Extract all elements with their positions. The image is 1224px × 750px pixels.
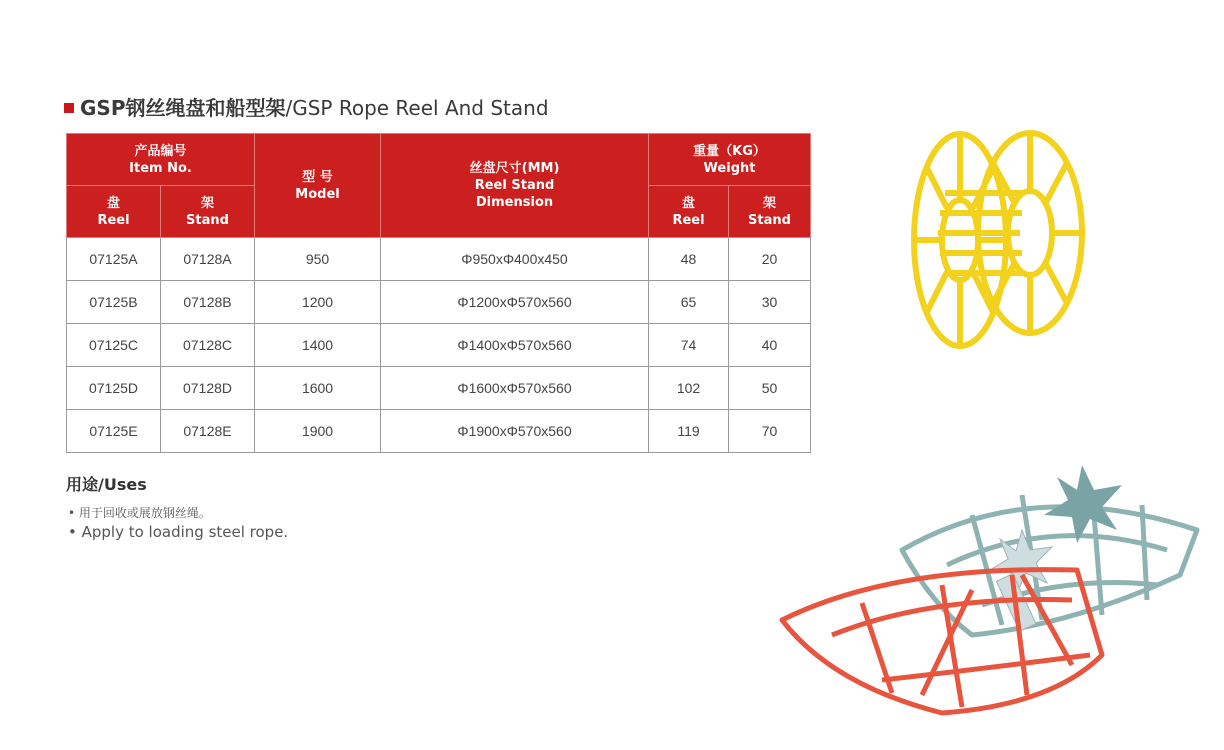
weight-reel-cell: 48 [649, 238, 729, 281]
stand-cn: 架 [201, 195, 215, 211]
rope-reel-image [900, 118, 1100, 368]
red-square-icon [64, 103, 74, 113]
table-row [67, 324, 811, 367]
dimension-header [381, 134, 649, 238]
reel-cell: 07125B [67, 281, 161, 324]
model-cell: 1200 [255, 281, 381, 324]
weight-reel-cell: 65 [649, 281, 729, 324]
weight-cn: 重量（KG） [693, 143, 766, 159]
title-cn: GSP钢丝绳盘和船型架 [80, 96, 286, 120]
weight-reel-cell: 74 [649, 324, 729, 367]
reel-cell: 07125E [67, 410, 161, 453]
dimension-cell: Φ1900xΦ570x560 [381, 410, 649, 453]
item-no-header [67, 134, 255, 186]
table-row [67, 410, 811, 453]
reel-cn: 盘 [106, 195, 120, 211]
use-line-cn: • 用于回收或展放钢丝绳。 [68, 506, 211, 520]
reel-cell: 07125C [67, 324, 161, 367]
reel-en: Reel [97, 212, 130, 228]
stand-cell: 07128D [161, 367, 255, 410]
item-no-cn: 产品编号 [134, 143, 187, 159]
weight-stand-en: Stand [748, 212, 791, 228]
uses-title: 用途/Uses [66, 475, 147, 494]
page-title [64, 92, 549, 121]
model-cn: 型 号 [302, 169, 333, 185]
stand-header [161, 186, 255, 238]
boat-stand-image [772, 455, 1212, 725]
stand-cell: 07128A [161, 238, 255, 281]
dimension-cn: 丝盘尺寸(MM) [469, 161, 560, 176]
reel-cell: 07125D [67, 367, 161, 410]
weight-reel-header [649, 186, 729, 238]
dimension-cell: Φ1600xΦ570x560 [381, 367, 649, 410]
dimension-cell: Φ1200xΦ570x560 [381, 281, 649, 324]
dimension-cell: Φ950xΦ400x450 [381, 238, 649, 281]
weight-stand-cell: 40 [729, 324, 811, 367]
stand-cell: 07128E [161, 410, 255, 453]
weight-reel-cell: 102 [649, 367, 729, 410]
title-en: /GSP Rope Reel And Stand [285, 96, 549, 120]
table-row [67, 367, 811, 410]
weight-stand-cell: 50 [729, 367, 811, 410]
table-row [67, 238, 811, 281]
model-header [255, 134, 381, 238]
table-row [67, 281, 811, 324]
weight-stand-cell: 30 [729, 281, 811, 324]
reel-cell: 07125A [67, 238, 161, 281]
item-no-en: Item No. [129, 160, 192, 176]
dimension-cell: Φ1400xΦ570x560 [381, 324, 649, 367]
model-cell: 1900 [255, 410, 381, 453]
stand-cell: 07128B [161, 281, 255, 324]
model-cell: 1400 [255, 324, 381, 367]
use-line-en: • Apply to loading steel rope. [68, 523, 289, 541]
weight-stand-cn: 架 [763, 195, 777, 211]
dimension-en2: Dimension [475, 195, 554, 210]
dimension-en1: Reel Stand [474, 178, 555, 193]
weight-stand-cell: 20 [729, 238, 811, 281]
weight-reel-cell: 119 [649, 410, 729, 453]
stand-en: Stand [186, 212, 229, 228]
weight-header [649, 134, 811, 186]
weight-en: Weight [703, 160, 756, 176]
reel-header [67, 186, 161, 238]
model-cell: 950 [255, 238, 381, 281]
weight-stand-cell: 70 [729, 410, 811, 453]
weight-reel-cn: 盘 [682, 195, 696, 211]
weight-stand-header [729, 186, 811, 238]
stand-cell: 07128C [161, 324, 255, 367]
spec-table [66, 133, 811, 453]
model-en: Model [295, 186, 340, 202]
model-cell: 1600 [255, 367, 381, 410]
weight-reel-en: Reel [672, 212, 705, 228]
